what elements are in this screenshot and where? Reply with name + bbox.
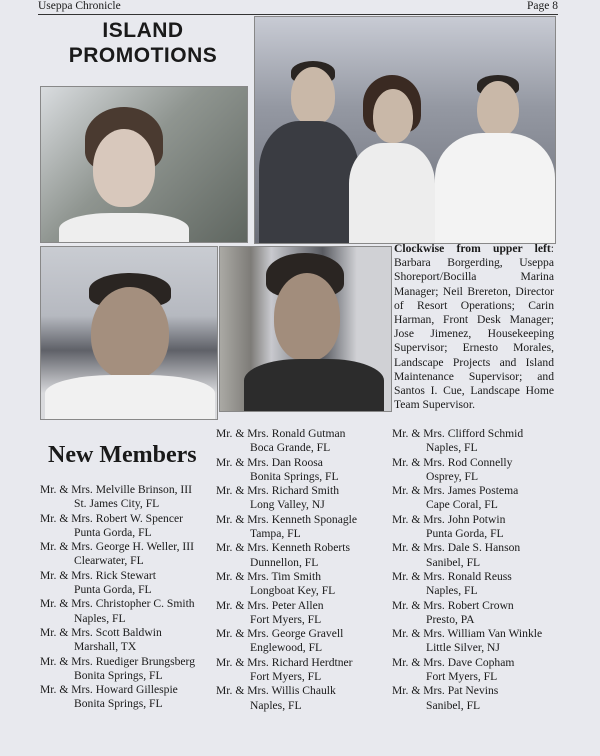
caption-lead: Clockwise from upper left <box>394 242 551 255</box>
photo-group-three <box>254 16 556 244</box>
list-item: Mr. & Mrs. James Postema Cape Coral, FL <box>392 484 519 512</box>
list-item: Mr. & Mrs. William Van Winkle Little Silver, NJ <box>392 627 543 655</box>
members-column-2 <box>216 427 388 713</box>
list-item: Mr. & Mrs. Pat Nevins Sanibel, FL <box>392 684 499 712</box>
photo-barbara-borgerding <box>40 86 248 243</box>
title-line-2: PROMOTIONS <box>68 44 218 67</box>
page-number: Page 8 <box>527 0 558 12</box>
list-item: Mr. & Mrs. Robert W. Spencer Punta Gorda, FL <box>40 511 183 539</box>
list-item: Mr. & Mrs. Christopher C. Smith Naples, FL <box>40 597 195 625</box>
list-item: Mr. & Mrs. Ronald Gutman Boca Grande, FL <box>216 427 346 455</box>
publication-name: Useppa Chronicle <box>38 0 121 12</box>
list-item: Mr. & Mrs. Dave Copham Fort Myers, FL <box>392 655 515 684</box>
list-item: Mr. & Mrs. Richard Smith Long Valley, NJ <box>216 484 340 512</box>
list-item: Mr. & Mrs. Dan Roosa Bonita Springs, FL <box>216 455 339 483</box>
section-title <box>40 18 246 80</box>
list-item: Mr. & Mrs. Rod Connelly Osprey, FL <box>392 455 513 483</box>
list-item: Mr. & Mrs. Melville Brinson, III St. James City, FL <box>40 483 192 511</box>
list-item: Mr. & Mrs. Tim Smith Longboat Key, FL <box>216 569 336 598</box>
list-item: Mr. & Mrs. Ronald Reuss Naples, FL <box>392 569 512 598</box>
caption-text: : Barbara Borgerding, Useppa Shoreport/Bocilla Marina Manager; Neil Brereton, Director of Resort Operations; Carin Harman, Front Desk Manager; Jose Jimenez, Housekeeping Supervisor; Ernesto Morales, Landscape Projects and Island Maintenance Supervisor; and Santos I. Cue, Landscape Home Team Supervisor. <box>394 242 554 412</box>
list-item: Mr. & Mrs. Dale S. Hanson Sanibel, FL <box>392 541 521 569</box>
list-item: Mr. & Mrs. Rick Stewart Punta Gorda, FL <box>40 568 156 597</box>
photo-caption <box>394 242 554 412</box>
title-line-1: ISLAND <box>102 19 184 42</box>
list-item: Mr. & Mrs. Robert Crown Presto, PA <box>392 598 514 626</box>
list-item: Mr. & Mrs. Peter Allen Fort Myers, FL <box>216 598 324 626</box>
list-item: Mr. & Mrs. Ruediger Brungsberg Bonita Springs, FL <box>40 654 196 682</box>
list-item: Mr. & Mrs. John Potwin Punta Gorda, FL <box>392 512 506 541</box>
members-column-1 <box>40 483 210 712</box>
list-item: Mr. & Mrs. Scott Baldwin Marshall, TX <box>40 625 162 654</box>
list-item: Mr. & Mrs. Clifford Schmid Naples, FL <box>392 427 524 455</box>
list-item: Mr. & Mrs. Kenneth Roberts Dunnellon, FL <box>216 541 350 569</box>
new-members-title: New Members <box>48 442 197 468</box>
list-item: Mr. & Mrs. Willis Chaulk Naples, FL <box>216 684 336 712</box>
list-item: Mr. & Mrs. Howard Gillespie Bonita Springs, FL <box>40 683 178 711</box>
photo-jose-jimenez <box>40 246 218 420</box>
list-item: Mr. & Mrs. Kenneth Sponagle Tampa, FL <box>216 512 358 541</box>
page-header <box>38 0 558 15</box>
list-item: Mr. & Mrs. Richard Herdtner Fort Myers, FL <box>216 655 353 684</box>
list-item: Mr. & Mrs. George Gravell Englewood, FL <box>216 627 344 655</box>
photo-ernesto-morales <box>219 246 392 412</box>
members-column-3 <box>392 427 560 713</box>
list-item: Mr. & Mrs. George H. Weller, III Clearwater, FL <box>40 540 195 568</box>
